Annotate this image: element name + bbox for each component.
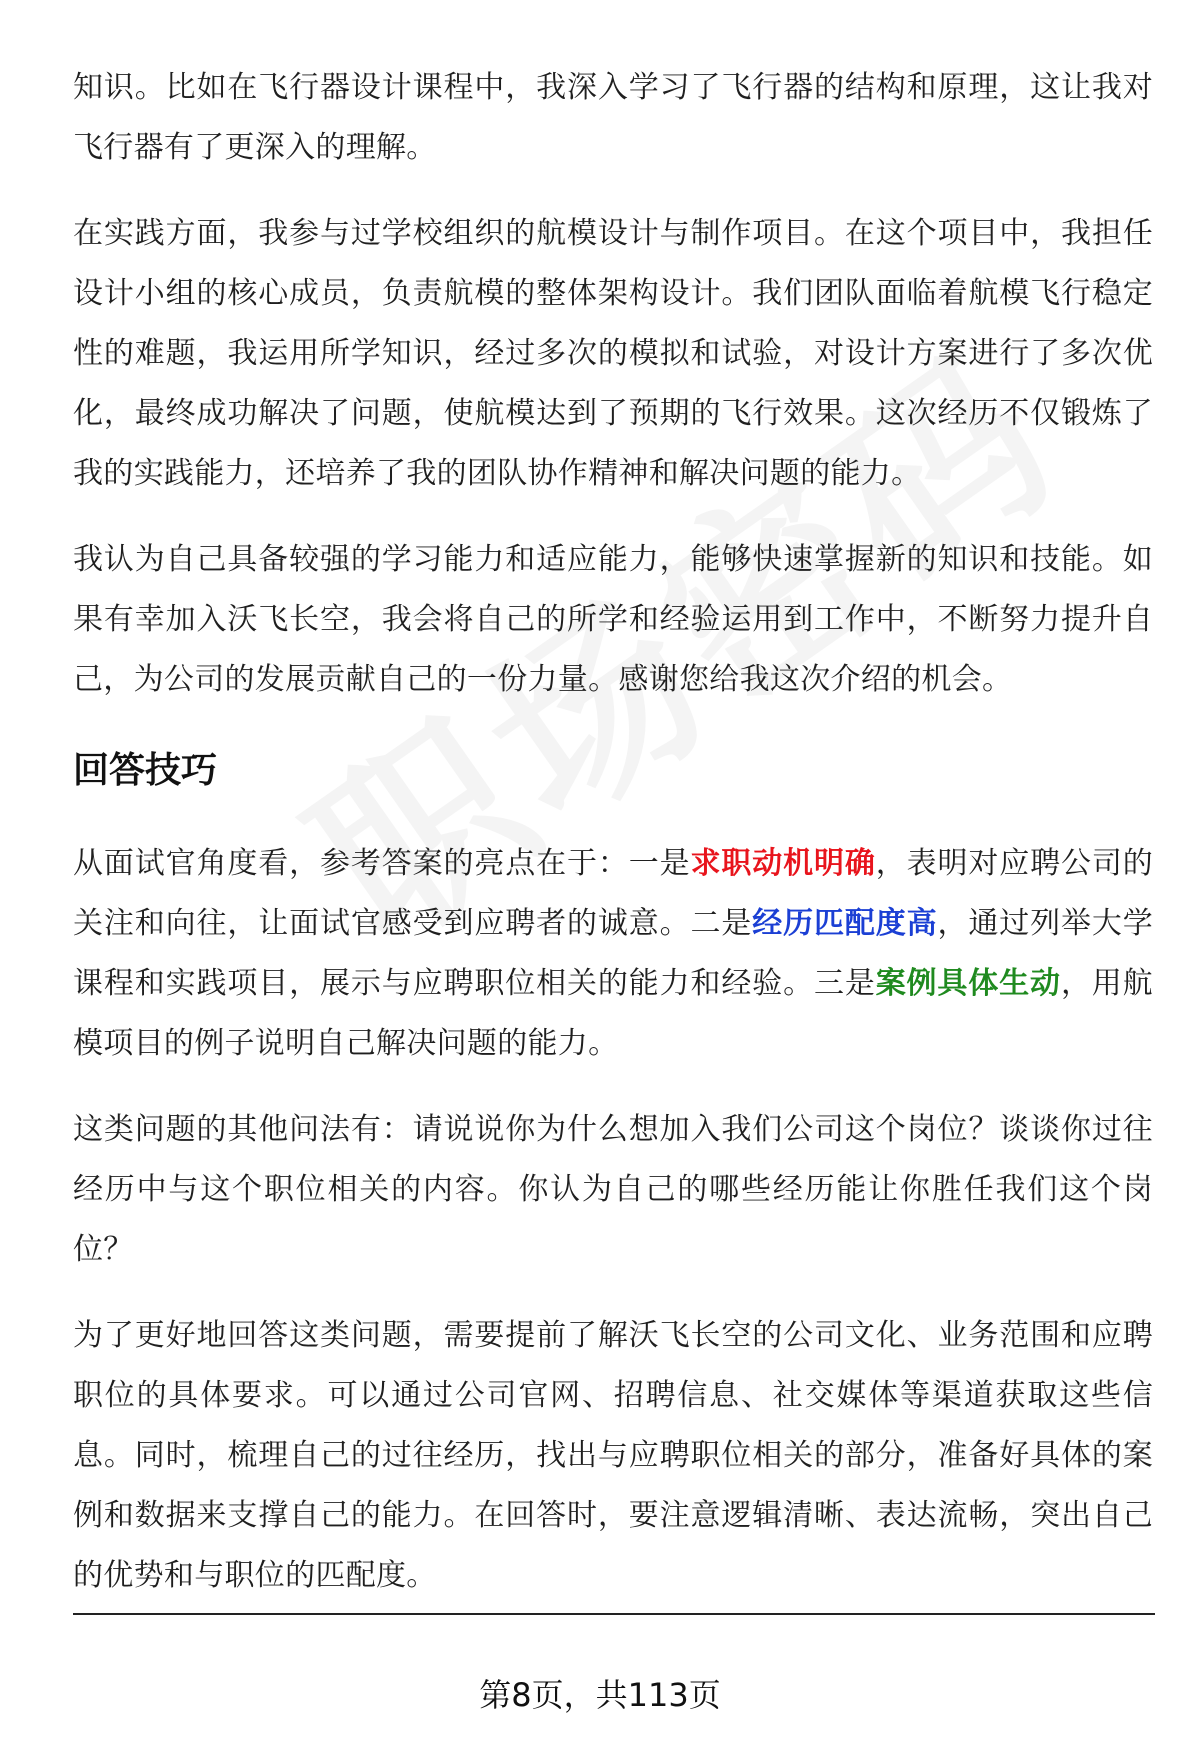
tips-text: 从面试官角度看，参考答案的亮点在于：一是	[73, 846, 691, 881]
paragraph: 我认为自己具备较强的学习能力和适应能力，能够快速掌握新的知识和技能。如果有幸加入沃飞长空，我会将自己的所学和经验运用到工作中，不断努力提升自己，为公司的发展贡献自己的一份力量。感谢您给我这次介绍的机会。	[73, 542, 1153, 697]
paragraph: 为了更好地回答这类问题，需要提前了解沃飞长空的公司文化、业务范围和应聘职位的具体要求。可以通过公司官网、招聘信息、社交媒体等渠道获取这些信息。同时，梳理自己的过往经历，找出与应聘职位相关的部分，准备好具体的案例和数据来支撑自己的能力。在回答时，要注意逻辑清晰、表达流畅，突出自己的优势和与职位的匹配度。	[73, 1318, 1153, 1593]
content-area	[73, 58, 1153, 1632]
tips-text: ，用航模项目的例子说明自己解决问题的能力。	[73, 966, 1153, 1061]
paragraph: 这类问题的其他问法有：请说说你为什么想加入我们公司这个岗位？谈谈你过往经历中与这个职位相关的内容。你认为自己的哪些经历能让你胜任我们这个岗位？	[73, 1112, 1153, 1267]
highlight-motivation: 求职动机明确	[690, 846, 876, 881]
paragraph: 在实践方面，我参与过学校组织的航模设计与制作项目。在这个项目中，我担任设计小组的核心成员，负责航模的整体架构设计。我们团队面临着航模飞行稳定性的难题，我运用所学知识，经过多次的模拟和试验，对设计方案进行了多次优化，最终成功解决了问题，使航模达到了预期的飞行效果。这次经历不仅锻炼了我的实践能力，还培养了我的团队协作精神和解决问题的能力。	[73, 216, 1153, 491]
footer-divider	[73, 1613, 1155, 1615]
section-heading: 回答技巧	[73, 750, 218, 791]
tips-text: ，通过列举大学课程和实践项目，展示与应聘职位相关的能力和经验。三是	[73, 906, 1153, 1001]
paragraph: 知识。比如在飞行器设计课程中，我深入学习了飞行器的结构和原理，这让我对飞行器有了更深入的理解。	[73, 70, 1153, 165]
highlight-concrete-example: 案例具体生动	[875, 966, 1061, 1001]
page-number: 第8页，共113页	[479, 1676, 721, 1714]
tips-paragraph	[73, 834, 1153, 1074]
highlight-experience-match: 经历匹配度高	[752, 906, 938, 941]
tips-text: ，表明对应聘公司的关注和向往，让面试官感受到应聘者的诚意。二是	[73, 846, 1154, 941]
